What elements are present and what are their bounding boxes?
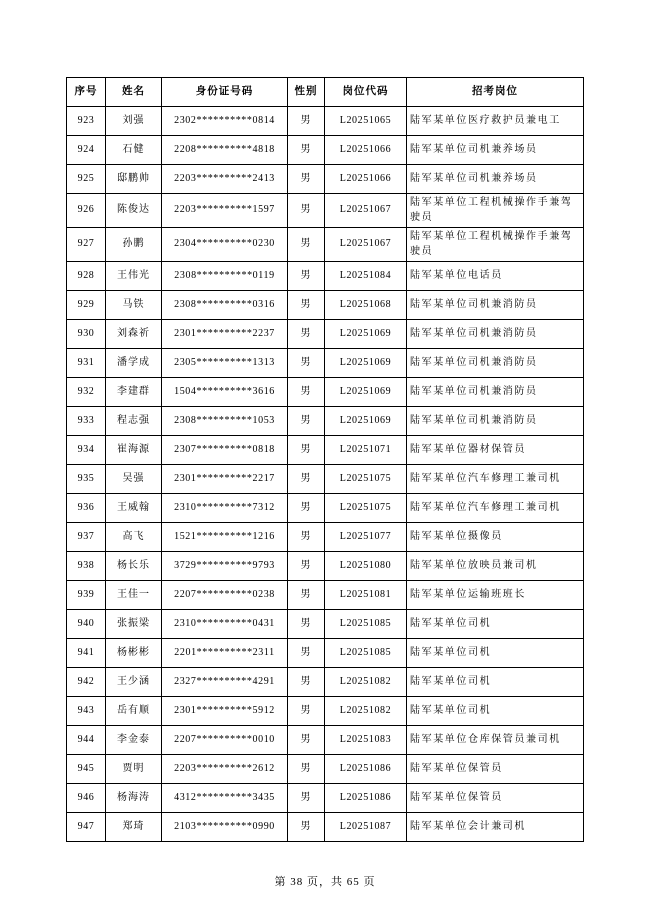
column-header-job-code: 岗位代码 (325, 78, 407, 107)
cell-id-number: 2307**********0818 (162, 436, 288, 465)
cell-name: 李建群 (106, 378, 162, 407)
cell-serial: 934 (67, 436, 106, 465)
cell-name: 王威翰 (106, 494, 162, 523)
cell-job-title: 陆军某单位司机 (407, 668, 584, 697)
table-row (67, 465, 584, 494)
cell-name: 马铁 (106, 291, 162, 320)
cell-id-number: 3729**********9793 (162, 552, 288, 581)
table-row (67, 320, 584, 349)
cell-gender: 男 (288, 407, 325, 436)
cell-gender: 男 (288, 291, 325, 320)
cell-serial: 924 (67, 136, 106, 165)
cell-job-code: L20251087 (325, 813, 407, 842)
cell-name: 石健 (106, 136, 162, 165)
cell-gender: 男 (288, 813, 325, 842)
cell-serial: 947 (67, 813, 106, 842)
cell-job-title: 陆军某单位放映员兼司机 (407, 552, 584, 581)
cell-job-title: 陆军某单位运输班班长 (407, 581, 584, 610)
cell-name: 刘森祈 (106, 320, 162, 349)
cell-job-code: L20251069 (325, 378, 407, 407)
cell-serial: 929 (67, 291, 106, 320)
table-row (67, 291, 584, 320)
cell-job-title: 陆军某单位司机兼消防员 (407, 378, 584, 407)
cell-job-code: L20251066 (325, 136, 407, 165)
cell-serial: 941 (67, 639, 106, 668)
cell-id-number: 2201**********2311 (162, 639, 288, 668)
cell-id-number: 1521**********1216 (162, 523, 288, 552)
column-header-name: 姓名 (106, 78, 162, 107)
cell-id-number: 2301**********2217 (162, 465, 288, 494)
cell-id-number: 2304**********0230 (162, 228, 288, 262)
table-row (67, 523, 584, 552)
cell-serial: 937 (67, 523, 106, 552)
cell-job-title: 陆军某单位司机兼养场员 (407, 136, 584, 165)
cell-name: 李金泰 (106, 726, 162, 755)
cell-serial: 939 (67, 581, 106, 610)
cell-gender: 男 (288, 784, 325, 813)
cell-gender: 男 (288, 465, 325, 494)
cell-job-title: 陆军某单位汽车修理工兼司机 (407, 465, 584, 494)
table-row (67, 668, 584, 697)
table-row (67, 755, 584, 784)
cell-serial: 942 (67, 668, 106, 697)
table-row (67, 813, 584, 842)
cell-job-code: L20251066 (325, 165, 407, 194)
cell-job-code: L20251085 (325, 610, 407, 639)
cell-job-code: L20251082 (325, 668, 407, 697)
cell-gender: 男 (288, 668, 325, 697)
table-row (67, 639, 584, 668)
cell-gender: 男 (288, 610, 325, 639)
table-row (67, 262, 584, 291)
cell-id-number: 2310**********7312 (162, 494, 288, 523)
cell-name: 郑琦 (106, 813, 162, 842)
cell-id-number: 2308**********0316 (162, 291, 288, 320)
cell-serial: 936 (67, 494, 106, 523)
cell-name: 杨长乐 (106, 552, 162, 581)
table-row (67, 407, 584, 436)
cell-name: 程志强 (106, 407, 162, 436)
cell-serial: 945 (67, 755, 106, 784)
cell-id-number: 2310**********0431 (162, 610, 288, 639)
cell-id-number: 2308**********1053 (162, 407, 288, 436)
cell-job-title: 陆军某单位保管员 (407, 755, 584, 784)
cell-gender: 男 (288, 697, 325, 726)
column-header-serial: 序号 (67, 78, 106, 107)
cell-id-number: 2302**********0814 (162, 107, 288, 136)
cell-job-code: L20251067 (325, 228, 407, 262)
cell-id-number: 2103**********0990 (162, 813, 288, 842)
cell-id-number: 2327**********4291 (162, 668, 288, 697)
cell-name: 杨彬彬 (106, 639, 162, 668)
cell-job-code: L20251075 (325, 465, 407, 494)
cell-id-number: 2203**********1597 (162, 194, 288, 228)
cell-job-title: 陆军某单位工程机械操作手兼驾驶员 (407, 228, 584, 262)
cell-name: 刘强 (106, 107, 162, 136)
cell-job-code: L20251065 (325, 107, 407, 136)
cell-job-title: 陆军某单位器材保管员 (407, 436, 584, 465)
cell-serial: 940 (67, 610, 106, 639)
cell-serial: 943 (67, 697, 106, 726)
cell-gender: 男 (288, 755, 325, 784)
cell-gender: 男 (288, 581, 325, 610)
table-row (67, 136, 584, 165)
cell-name: 岳有顺 (106, 697, 162, 726)
cell-name: 陈俊达 (106, 194, 162, 228)
cell-job-code: L20251086 (325, 755, 407, 784)
cell-job-title: 陆军某单位司机 (407, 610, 584, 639)
cell-job-code: L20251080 (325, 552, 407, 581)
table-row (67, 697, 584, 726)
table-body (67, 107, 584, 842)
cell-id-number: 2203**********2612 (162, 755, 288, 784)
cell-job-title: 陆军某单位汽车修理工兼司机 (407, 494, 584, 523)
table-row (67, 726, 584, 755)
cell-job-code: L20251081 (325, 581, 407, 610)
cell-gender: 男 (288, 165, 325, 194)
cell-gender: 男 (288, 320, 325, 349)
column-header-gender: 性别 (288, 78, 325, 107)
cell-id-number: 2301**********2237 (162, 320, 288, 349)
cell-name: 潘学成 (106, 349, 162, 378)
cell-job-code: L20251069 (325, 320, 407, 349)
cell-job-title: 陆军某单位工程机械操作手兼驾驶员 (407, 194, 584, 228)
cell-name: 崔海源 (106, 436, 162, 465)
cell-job-code: L20251068 (325, 291, 407, 320)
cell-job-title: 陆军某单位会计兼司机 (407, 813, 584, 842)
cell-id-number: 2207**********0010 (162, 726, 288, 755)
column-header-id-number: 身份证号码 (162, 78, 288, 107)
cell-id-number: 2301**********5912 (162, 697, 288, 726)
cell-gender: 男 (288, 436, 325, 465)
cell-job-title: 陆军某单位医疗救护员兼电工 (407, 107, 584, 136)
cell-id-number: 4312**********3435 (162, 784, 288, 813)
cell-gender: 男 (288, 194, 325, 228)
cell-job-code: L20251075 (325, 494, 407, 523)
recruitment-table (66, 77, 584, 842)
cell-serial: 933 (67, 407, 106, 436)
table-row (67, 610, 584, 639)
cell-serial: 925 (67, 165, 106, 194)
cell-id-number: 2208**********4818 (162, 136, 288, 165)
page-number-indicator: 第 38 页，共 65 页 (274, 876, 376, 888)
cell-serial: 926 (67, 194, 106, 228)
cell-job-code: L20251067 (325, 194, 407, 228)
table-row (67, 349, 584, 378)
cell-job-code: L20251069 (325, 349, 407, 378)
cell-id-number: 2308**********0119 (162, 262, 288, 291)
cell-job-title: 陆军某单位电话员 (407, 262, 584, 291)
cell-gender: 男 (288, 107, 325, 136)
cell-serial: 935 (67, 465, 106, 494)
table-row (67, 194, 584, 228)
cell-gender: 男 (288, 726, 325, 755)
cell-job-title: 陆军某单位保管员 (407, 784, 584, 813)
cell-gender: 男 (288, 552, 325, 581)
cell-job-title: 陆军某单位司机 (407, 639, 584, 668)
cell-job-title: 陆军某单位司机兼养场员 (407, 165, 584, 194)
cell-name: 杨海涛 (106, 784, 162, 813)
table-row (67, 784, 584, 813)
cell-name: 贾明 (106, 755, 162, 784)
cell-gender: 男 (288, 523, 325, 552)
cell-name: 高飞 (106, 523, 162, 552)
cell-gender: 男 (288, 228, 325, 262)
cell-gender: 男 (288, 494, 325, 523)
cell-job-code: L20251069 (325, 407, 407, 436)
cell-id-number: 2207**********0238 (162, 581, 288, 610)
cell-serial: 932 (67, 378, 106, 407)
cell-serial: 938 (67, 552, 106, 581)
table-row (67, 552, 584, 581)
cell-job-title: 陆军某单位司机兼消防员 (407, 407, 584, 436)
cell-job-code: L20251086 (325, 784, 407, 813)
cell-job-code: L20251083 (325, 726, 407, 755)
cell-job-code: L20251085 (325, 639, 407, 668)
cell-serial: 928 (67, 262, 106, 291)
cell-job-title: 陆军某单位司机兼消防员 (407, 291, 584, 320)
cell-name: 邸鹏帅 (106, 165, 162, 194)
cell-name: 张振梁 (106, 610, 162, 639)
cell-job-title: 陆军某单位司机 (407, 697, 584, 726)
column-header-job-title: 招考岗位 (407, 78, 584, 107)
cell-serial: 923 (67, 107, 106, 136)
table-row (67, 581, 584, 610)
cell-serial: 944 (67, 726, 106, 755)
cell-job-code: L20251071 (325, 436, 407, 465)
cell-name: 吴强 (106, 465, 162, 494)
table-row (67, 228, 584, 262)
cell-job-title: 陆军某单位仓库保管员兼司机 (407, 726, 584, 755)
cell-id-number: 2203**********2413 (162, 165, 288, 194)
table-row (67, 165, 584, 194)
table-row (67, 494, 584, 523)
cell-gender: 男 (288, 639, 325, 668)
table-row (67, 436, 584, 465)
cell-gender: 男 (288, 349, 325, 378)
cell-name: 王伟光 (106, 262, 162, 291)
cell-job-title: 陆军某单位司机兼消防员 (407, 320, 584, 349)
cell-job-code: L20251077 (325, 523, 407, 552)
cell-id-number: 2305**********1313 (162, 349, 288, 378)
cell-gender: 男 (288, 262, 325, 291)
cell-gender: 男 (288, 378, 325, 407)
table-row (67, 378, 584, 407)
cell-job-title: 陆军某单位摄像员 (407, 523, 584, 552)
cell-id-number: 1504**********3616 (162, 378, 288, 407)
cell-serial: 946 (67, 784, 106, 813)
cell-job-title: 陆军某单位司机兼消防员 (407, 349, 584, 378)
cell-name: 王少涵 (106, 668, 162, 697)
cell-serial: 931 (67, 349, 106, 378)
cell-job-code: L20251082 (325, 697, 407, 726)
cell-serial: 927 (67, 228, 106, 262)
cell-serial: 930 (67, 320, 106, 349)
table-header-row (67, 78, 584, 107)
cell-name: 王佳一 (106, 581, 162, 610)
cell-name: 孙鹏 (106, 228, 162, 262)
cell-job-code: L20251084 (325, 262, 407, 291)
cell-gender: 男 (288, 136, 325, 165)
table-row (67, 107, 584, 136)
